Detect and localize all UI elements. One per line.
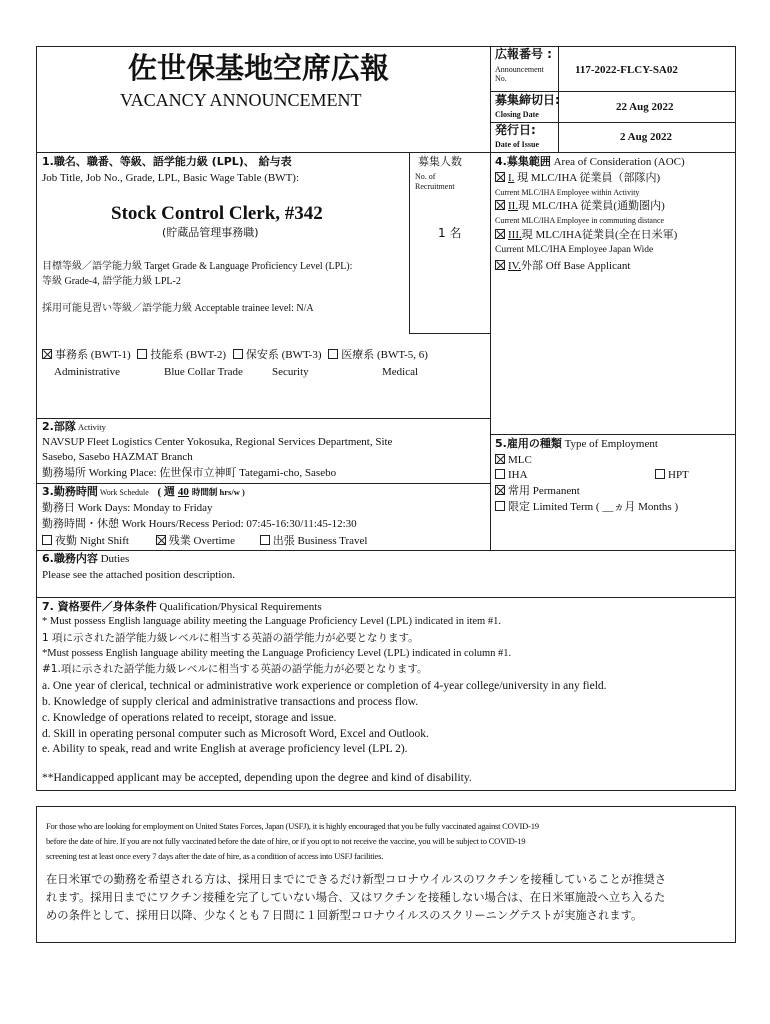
schedule-heading bbox=[42, 486, 245, 499]
recruit-label-jp: 募集人数 bbox=[418, 155, 462, 168]
divider bbox=[36, 483, 490, 484]
activity-line-1: NAVSUP Fleet Logistics Center Yokosuka, Regional Services Department, Site bbox=[42, 436, 393, 448]
bwt-medical-label: 医療系 (BWT-5, 6) bbox=[341, 349, 428, 361]
overtime-label: 残業 Overtime bbox=[168, 535, 235, 547]
aoc-option-4-num: IV. bbox=[508, 260, 521, 272]
aoc-option-3 bbox=[495, 229, 677, 242]
schedule-hours-value: 40 bbox=[177, 486, 189, 498]
hpt-checkbox[interactable] bbox=[655, 469, 665, 479]
issue-date-label-en: Date of Issue bbox=[495, 140, 539, 149]
duties-heading-rest: Duties bbox=[97, 553, 130, 565]
qual-line-1: * Must possess English language ability meeting the Language Proficiency Level (LPL) indicated in item #1. bbox=[42, 616, 501, 627]
bwt-admin-en: Administrative bbox=[54, 366, 120, 378]
bwt-medical-en: Medical bbox=[382, 366, 419, 378]
duties-heading bbox=[42, 553, 129, 566]
divider bbox=[490, 91, 736, 92]
bwt-admin-checkbox[interactable] bbox=[42, 349, 52, 359]
qual-item-c: c. Knowledge of operations related to receipt, storage and issue. bbox=[42, 712, 337, 724]
job-title: Stock Control Clerk, #342 bbox=[111, 203, 323, 224]
recruit-label-en-1: No. of bbox=[415, 172, 436, 181]
issue-date-label-jp: 発行日: bbox=[495, 123, 536, 137]
job-heading: 1.職名、職番、等級、語学能力級 (LPL)、 給与表 bbox=[42, 155, 292, 168]
activity-heading-rest: Activity bbox=[75, 422, 106, 432]
aoc-option-3-checkbox[interactable] bbox=[495, 229, 505, 239]
employment-permanent bbox=[495, 485, 580, 498]
schedule-hours-pre: ( 週 bbox=[157, 486, 175, 498]
permanent-checkbox[interactable] bbox=[495, 485, 505, 495]
aoc-option-4 bbox=[495, 260, 630, 273]
aoc-heading-bold: 4.募集範囲 bbox=[495, 155, 551, 168]
announcement-number: 117-2022-FLCY-SA02 bbox=[575, 64, 678, 76]
covid-en-line-2: before the date of hire. If you are not fully vaccinated before the date of hire, or if you opt to not receive the vaccine, you will be subject to COVID-19 bbox=[46, 836, 526, 846]
bwt-admin-label: 事務系 (BWT-1) bbox=[55, 349, 131, 361]
schedule-options bbox=[42, 535, 368, 548]
aoc-option-1 bbox=[495, 172, 660, 185]
mlc-label: MLC bbox=[508, 454, 532, 466]
job-subheading: Job Title, Job No., Grade, LPL, Basic Wage Table (BWT): bbox=[42, 172, 300, 184]
announcement-label-en: Announcement No. bbox=[495, 65, 544, 84]
covid-en-line-3: screening test at least once every 7 days after the date of hire, as a condition of access into USFJ facilities. bbox=[46, 851, 384, 861]
handicap-note: **Handicapped applicant may be accepted, depending upon the degree and kind of disability. bbox=[42, 772, 472, 784]
covid-jp-line-1: 在日米軍での勤務を希望される方は、採用日までにできるだけ新型コロナウイルスのワクチンを接種していることが推奨さ bbox=[46, 873, 667, 886]
aoc-option-2 bbox=[495, 200, 665, 213]
trainee-level: 採用可能見習い等級／語学能力級 Acceptable trainee level: N/A bbox=[42, 303, 314, 314]
qual-item-d: d. Skill in operating personal computer such as Microsoft Word, Excel and Outlook. bbox=[42, 728, 429, 740]
travel-label: 出張 Business Travel bbox=[272, 535, 368, 547]
travel-checkbox[interactable] bbox=[260, 535, 270, 545]
aoc-option-3-sub: Current MLC/IHA Employee Japan Wide bbox=[495, 245, 654, 255]
divider bbox=[36, 152, 736, 153]
aoc-option-2-sub: Current MLC/IHA Employee in commuting distance bbox=[495, 216, 665, 225]
divider bbox=[36, 597, 736, 598]
aoc-option-1-checkbox[interactable] bbox=[495, 172, 505, 182]
employment-limited bbox=[495, 501, 678, 514]
aoc-heading bbox=[495, 156, 685, 169]
divider bbox=[36, 550, 736, 551]
limited-label: 限定 Limited Term ( __ヵ月 Months ) bbox=[508, 501, 679, 513]
aoc-option-3-num: III. bbox=[508, 229, 522, 241]
page-title-en: VACANCY ANNOUNCEMENT bbox=[120, 90, 362, 110]
aoc-option-1-label: 現 MLC/IHA 従業員（部隊内) bbox=[514, 172, 661, 184]
employment-heading bbox=[495, 438, 658, 451]
employment-iha bbox=[495, 469, 528, 482]
activity-line-2: Sasebo, Sasebo HAZMAT Branch bbox=[42, 451, 193, 463]
bwt-blue-label: 技能系 (BWT-2) bbox=[150, 349, 227, 361]
bwt-security-checkbox[interactable] bbox=[233, 349, 243, 359]
divider bbox=[490, 434, 736, 435]
activity-heading bbox=[42, 421, 106, 434]
covid-en-line-1: For those who are looking for employment on United States Forces, Japan (USFJ), it is highly encouraged that you be fully vaccinated against COVID-19 bbox=[46, 821, 539, 831]
bwt-medical-checkbox[interactable] bbox=[328, 349, 338, 359]
divider bbox=[409, 152, 410, 333]
target-grade: 目標等級／語学能力級 Target Grade & Language Proficiency Level (LPL): bbox=[42, 261, 353, 272]
bwt-security-en: Security bbox=[272, 366, 309, 378]
qual-item-e: e. Ability to speak, read and write English at average proficiency level (LPL 2). bbox=[42, 743, 408, 755]
permanent-label: 常用 Permanent bbox=[508, 485, 580, 497]
schedule-heading-rest: Work Schedule bbox=[97, 488, 149, 497]
night-shift-checkbox[interactable] bbox=[42, 535, 52, 545]
qual-heading-rest: Qualification/Physical Requirements bbox=[156, 601, 322, 613]
employment-hpt bbox=[655, 469, 689, 482]
recruit-label-en-2: Recruitment bbox=[415, 182, 455, 191]
schedule-hours-post: 時間制 hrs/w ) bbox=[191, 487, 245, 497]
aoc-option-1-num: I. bbox=[508, 172, 515, 184]
iha-label: IHA bbox=[508, 469, 528, 481]
closing-date-label-en: Closing Date bbox=[495, 110, 539, 119]
divider bbox=[409, 333, 490, 334]
employment-heading-rest: Type of Employment bbox=[561, 438, 658, 450]
issue-date: 2 Aug 2022 bbox=[620, 131, 672, 143]
bwt-security-label: 保安系 (BWT-3) bbox=[245, 349, 322, 361]
limited-checkbox[interactable] bbox=[495, 501, 505, 511]
aoc-option-2-checkbox[interactable] bbox=[495, 200, 505, 210]
aoc-option-2-label: 現 MLC/IHA 従業員(通勤圏内) bbox=[518, 200, 665, 212]
target-grade-values: 等級 Grade-4, 語学能力級 LPL-2 bbox=[42, 276, 181, 287]
qual-item-b: b. Knowledge of supply clerical and administrative transactions and process flow. bbox=[42, 696, 419, 708]
employment-heading-bold: 5.雇用の種類 bbox=[495, 437, 562, 450]
aoc-option-4-label: 外部 Off Base Applicant bbox=[520, 260, 631, 272]
job-title-jp: (貯蔵品管理事務職) bbox=[162, 226, 259, 239]
activity-heading-bold: 2.部隊 bbox=[42, 420, 76, 433]
employment-mlc bbox=[495, 454, 532, 467]
aoc-option-2-num: II. bbox=[508, 200, 519, 212]
night-shift-label: 夜勤 Night Shift bbox=[55, 535, 129, 547]
qual-heading bbox=[42, 601, 322, 614]
work-days: 勤務日 Work Days: Monday to Friday bbox=[42, 502, 213, 514]
closing-date-label-jp: 募集締切日: bbox=[495, 93, 560, 107]
working-place: 勤務場所 Working Place: 佐世保市立神町 Tategami-cho, Sasebo bbox=[42, 467, 337, 479]
page-title-jp: 佐世保基地空席広報 bbox=[128, 51, 390, 85]
overtime-checkbox[interactable] bbox=[156, 535, 166, 545]
covid-jp-line-2: れます。採用日までにワクチン接種を完了していない場合、又はワクチンを接種しない場合は、在日米軍施設へ立ち入るた bbox=[46, 891, 666, 904]
duties-text: Please see the attached position description. bbox=[42, 569, 236, 581]
qual-line-4: #1.項に示された語学能力級レベルに相当する英語の語学能力が必要となります。 bbox=[42, 663, 428, 675]
divider bbox=[36, 418, 490, 419]
bwt-blue-checkbox[interactable] bbox=[137, 349, 147, 359]
aoc-option-4-checkbox[interactable] bbox=[495, 260, 505, 270]
aoc-heading-rest: Area of Consideration (AOC) bbox=[550, 156, 685, 168]
iha-checkbox[interactable] bbox=[495, 469, 505, 479]
qual-line-3: *Must possess English language ability meeting the Language Proficiency Level (LPL) indicated in column #1. bbox=[42, 648, 512, 659]
schedule-heading-bold: 3.勤務時間 bbox=[42, 485, 98, 498]
bwt-blue-en: Blue Collar Trade bbox=[164, 366, 243, 378]
bwt-row bbox=[42, 349, 428, 362]
qual-line-2: 1 項に示された語学能力級レベルに相当する英語の語学能力が必要となります。 bbox=[42, 632, 419, 644]
closing-date: 22 Aug 2022 bbox=[616, 101, 674, 113]
covid-jp-line-3: めの条件として、採用日以降、少なくとも７日間に１回新型コロナウイルスのスクリーニングテストが実施されます。 bbox=[46, 909, 643, 922]
work-hours: 勤務時間・休憩 Work Hours/Recess Period: 07:45-16:30/11:45-12:30 bbox=[42, 518, 357, 530]
hpt-label: HPT bbox=[668, 469, 689, 481]
announcement-label-jp: 広報番号 : bbox=[495, 47, 552, 61]
aoc-option-1-sub: Current MLC/IHA Employee within Activity bbox=[495, 188, 640, 197]
qual-item-a: a. One year of clerical, technical or administrative work experience or completion of 4-year college/university in any field. bbox=[42, 680, 607, 692]
recruit-count: 1 名 bbox=[438, 226, 462, 240]
aoc-option-3-label: 現 MLC/IHA従業員(全在日米軍) bbox=[521, 229, 678, 241]
qual-heading-bold: 7. 資格要件／身体条件 bbox=[42, 600, 157, 613]
mlc-checkbox[interactable] bbox=[495, 454, 505, 464]
duties-heading-bold: 6.職務内容 bbox=[42, 552, 98, 565]
